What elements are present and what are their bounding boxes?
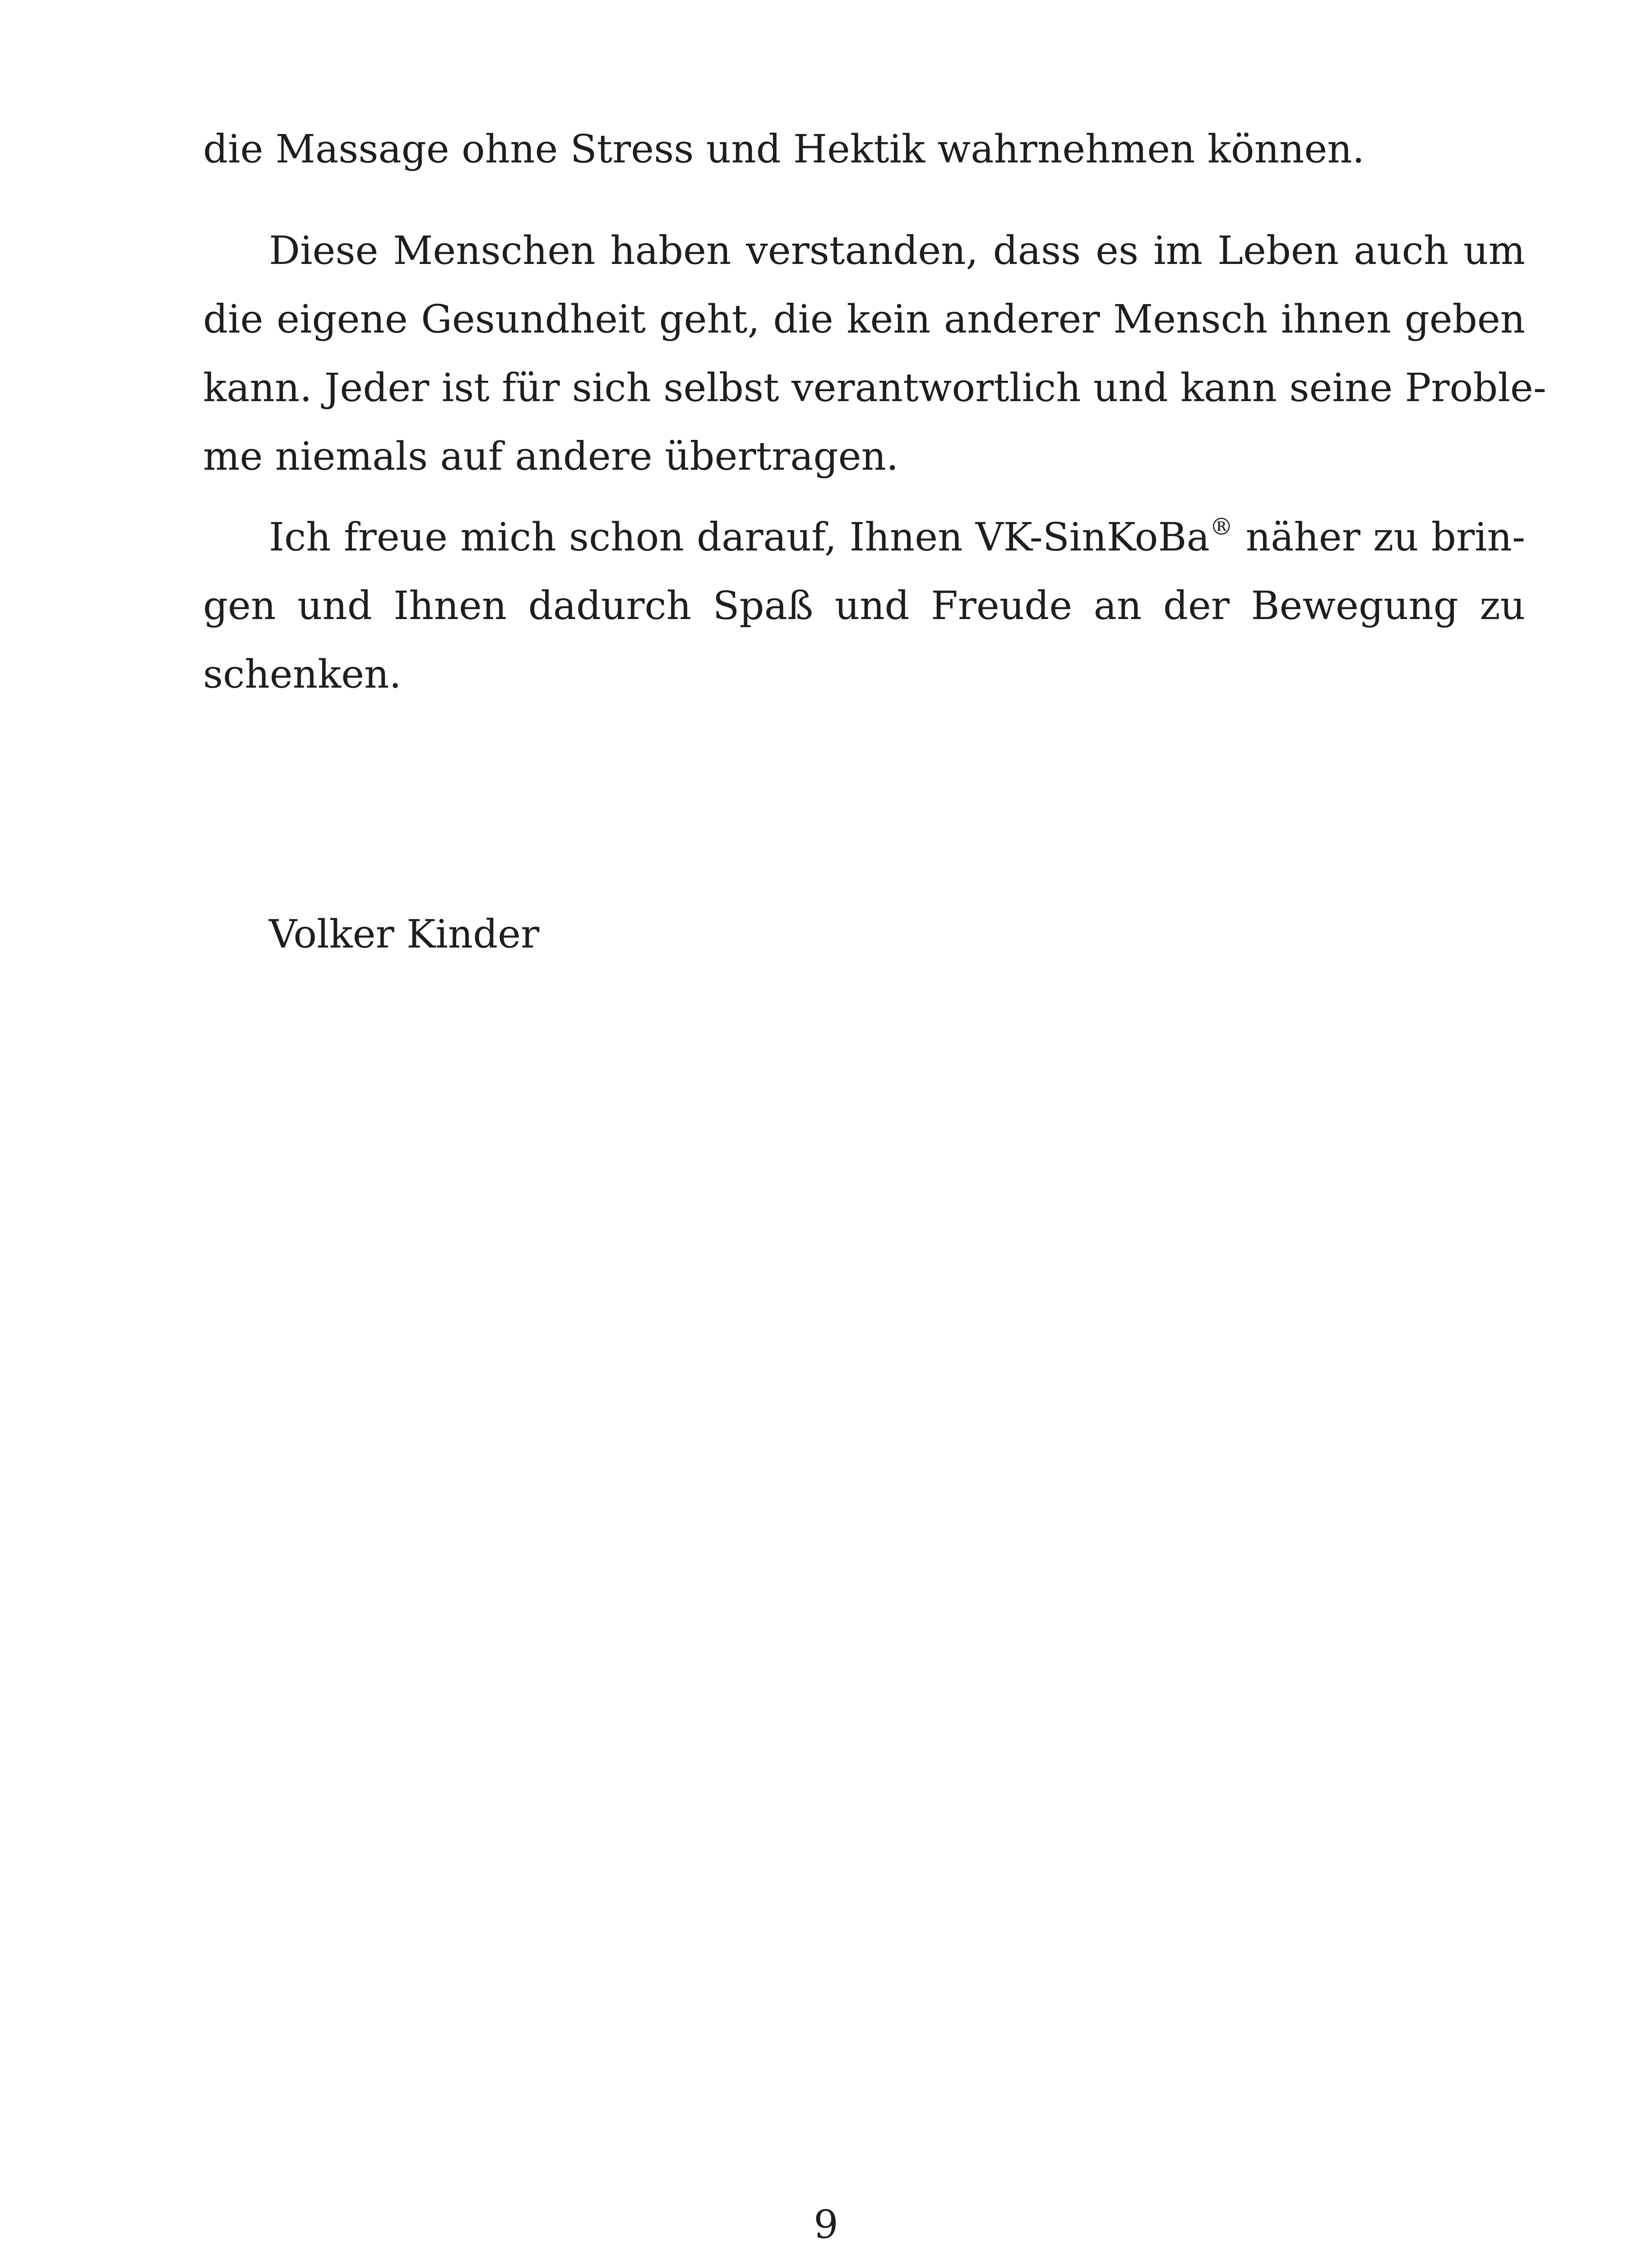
- text-line: gen und Ihnen dadurch Spaß und Freude an der Bewegung zu: [203, 583, 1525, 629]
- page-number: 9: [814, 2202, 838, 2247]
- paragraph-closing: [203, 503, 1525, 709]
- author-signature: Volker Kinder: [269, 912, 540, 957]
- text-line-end: näher zu brin-: [1233, 515, 1526, 560]
- paragraph-continuation: [203, 115, 1525, 184]
- text-line: me niemals auf andere übertragen.: [203, 434, 899, 479]
- text-line-start: Ich freue mich schon darauf, Ihnen VK-SinKoBa: [269, 515, 1210, 560]
- paragraph-health: [203, 217, 1546, 491]
- text-line: [203, 503, 1525, 572]
- text-line: die eigene Gesundheit geht, die kein anderer Mensch ihnen geben: [203, 297, 1525, 342]
- text-line: Diese Menschen haben verstanden, dass es im Leben auch um: [269, 228, 1525, 273]
- text-line: die Massage ohne Stress und Hektik wahrnehmen können.: [203, 127, 1365, 172]
- text-line: kann. Jeder ist für sich selbst verantwortlich und kann seine Proble-: [203, 365, 1546, 411]
- registered-trademark-symbol: ®: [1209, 513, 1233, 541]
- text-line: schenken.: [203, 652, 402, 697]
